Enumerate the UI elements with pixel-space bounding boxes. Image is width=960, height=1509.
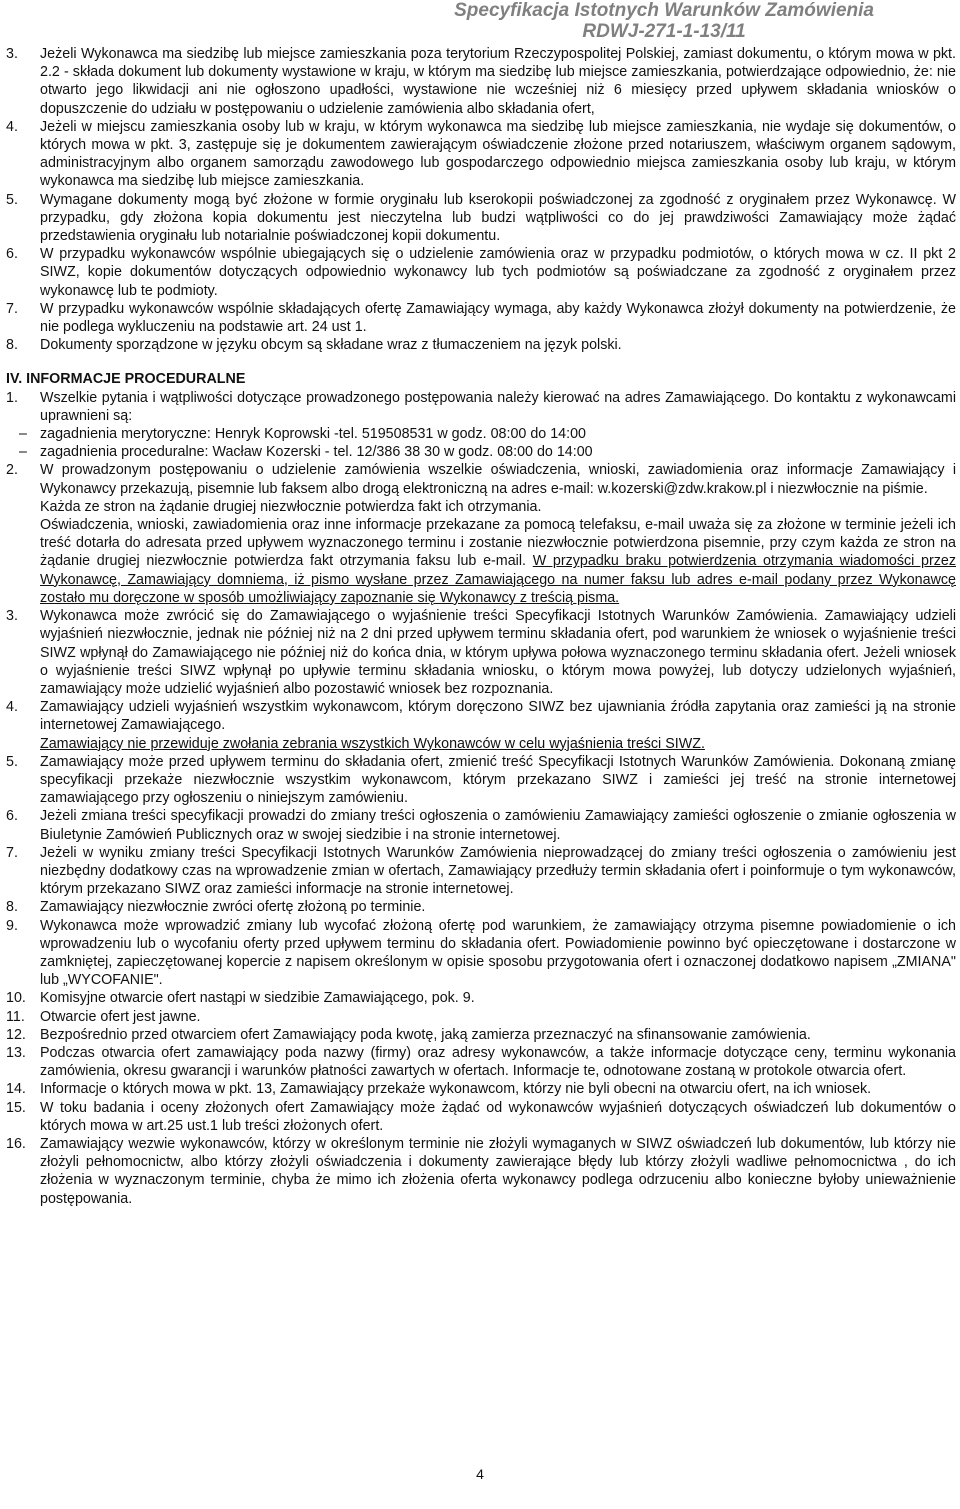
item-paragraph: W prowadzonym postępowaniu o udzielenie zamówienia wszelkie oświadczenia, wnioski, zawiadomienia oraz informacje Zamawiający i Wykonawcy przekazują, pisemnie lub faksem albo drogą elektroniczną na adres e-mail: w.kozerski@zdw.krakow.pl i niezwłocznie na piśmie. — [40, 462, 956, 497]
item-paragraph: Zamawiający udzieli wyjaśnień wszystkim wykonawcom, którym doręczono SIWZ bez ujawniania źródła zapytania oraz zamieści ją na stronie internetowej Zamawiającego. — [40, 699, 956, 734]
underlined-text: Zamawiający nie przewiduje zwołania zebrania wszystkich Wykonawców w celu wyjaśnienia treści SIWZ. — [40, 735, 705, 752]
dash-bullet: – — [19, 426, 27, 443]
item-number: 5. — [6, 753, 18, 770]
item-number: 4. — [6, 699, 18, 716]
item-text: Zamawiający niezwłocznie zwróci ofertę złożoną po terminie. — [40, 899, 426, 916]
item-number: 3. — [6, 46, 18, 62]
item-number: 9. — [6, 917, 18, 934]
item-text: Zamawiający wezwie wykonawców, którzy w określonym terminie nie złożyli wymaganych w SIWZ oświadczeń lub dokumentów, lub którzy nie złożyli pełnomocnictw, albo którzy złożyli oświadczenia i dokumenty zawierające błędy lub którzy złożyli wadliwe pełnomocnictwa , do ich złożenia w wyznaczonym terminie, chyba że mimo ich złożenia oferta wykonawcy podlega odrzuceniu albo konieczne byłoby unieważnienie postępowania. — [40, 1135, 956, 1207]
item-number: 7. — [6, 844, 18, 861]
item-text: Jeżeli w wyniku zmiany treści Specyfikacji Istotnych Warunków Zamówienia nieprowadzącej do zmiany treści ogłoszenia o zamówieniu jest niezbędny dodatkowy czas na wprowadzenie zmian w ofertach, Zamawiający przedłuży termin składania ofert i poinformuje o tym wykonawców, którym przekazano SIWZ oraz zamieści informacje na stronie internetowej. — [40, 844, 956, 898]
list-item — [6, 300, 956, 336]
item-number: 12. — [6, 1026, 26, 1043]
list-item — [6, 1008, 956, 1026]
item-number: 16. — [6, 1135, 26, 1152]
item-text: Bezpośrednio przed otwarciem ofert Zamawiający poda kwotę, jaką zamierza przeznaczyć na sfinansowanie zamówienia. — [40, 1026, 811, 1043]
item-text: W toku badania i oceny złożonych ofert Zamawiający może żądać od wykonawców wyjaśnień dotyczących oświadczeń lub dokumentów o których mowa w art.25 ust.1 lub treści złożonych ofert. — [40, 1099, 956, 1134]
list-item — [6, 1026, 956, 1044]
list-item — [6, 389, 956, 425]
list-item — [6, 807, 956, 843]
item-text: Dokumenty sporządzone w języku obcym są składane wraz z tłumaczeniem na język polski. — [40, 337, 622, 354]
item-paragraph: Wszelkie pytania i wątpliwości dotyczące prowadzonego postępowania należy kierować na adres Zamawiającego. Do kontaktu z wykonawcami uprawnieni są: — [40, 389, 956, 424]
list-item — [6, 989, 956, 1007]
item-text: Wymagane dokumenty mogą być złożone w formie oryginału lub kserokopii poświadczonej za zgodność z oryginałem przez Wykonawcę. W przypadku, gdy złożona kopia dokumentu jest nieczytelna lub budzi wątpliwości co do jej prawdziwości Zamawiający może żądać przedstawienia oryginału lub notarialnie poświadczonej kopii dokumentu. — [40, 191, 956, 245]
list-item — [6, 1080, 956, 1098]
contact-text: zagadnienia proceduralne: Wacław Kozerski - tel. 12/386 38 30 w godz. 08:00 do 14:00 — [40, 444, 593, 461]
list-item — [6, 118, 956, 191]
item-text: Wykonawca może zwrócić się do Zamawiającego o wyjaśnienie treści Specyfikacji Istotnych Warunków Zamówienia. Zamawiający udzieli wyjaśnień niezwłocznie, jednak nie później niż na 2 dni przed upływem terminu składania ofert, pod warunkiem że wniosek o wyjaśnienie treści SIWZ wpłynął do Zamawiającego nie później niż do końca dnia, w którym upływa połowa wyznaczonego terminu składania ofert. Jeżeli wniosek o wyjaśnienie treści SIWZ wpłynął po upływie terminu składania wniosku, o którym mowa powyżej, lub dotyczy udzielonych wyjaśnień, zamawiający może udzielić wyjaśnień albo pozostawić wniosek bez rozpoznania. — [40, 608, 956, 697]
item-text — [40, 461, 956, 607]
item-text: W przypadku wykonawców wspólnie ubiegających się o udzielenie zamówienia oraz w przypadku podmiotów, o których mowa w cz. II pkt 2 SIWZ, kopie dokumentów dotyczących odpowiednio wykonawcy lub tych podmiotów są poświadczane za zgodność z oryginałem przez wykonawcę lub te podmioty. — [40, 246, 956, 299]
contact-item — [6, 443, 956, 461]
item-number: 2. — [6, 462, 18, 479]
list-item — [6, 898, 956, 916]
list-item — [6, 245, 956, 300]
item-text: Wykonawca może wprowadzić zmiany lub wycofać złożoną ofertę pod warunkiem, że zamawiający otrzyma pisemne powiadomienie o ich wprowadzeniu lub o wycofaniu oferty przed upływem terminu do składania ofert. Powiadomienie powinno być opieczętowane i dostarczone w zamkniętej, zapieczętowanej kopercie z napisem określonym w opisie sposobu przygotowania ofert i oznaczonej dodatkowo napisem „ZMIANA" lub „WYCOFANIE". — [40, 917, 956, 989]
item-number: 4. — [6, 118, 18, 135]
item-text: Zamawiający może przed upływem terminu do składania ofert, zmienić treść Specyfikacji Istotnych Warunków Zamówienia. Dokonaną zmianę specyfikacji przekaże niezwłocznie wszystkim wykonawcom, którym przekazano SIWZ i zamieści jej treść na stronie internetowej zamawiającego przy ogłoszeniu o niniejszym zamówieniu. — [40, 753, 956, 807]
list-item — [6, 844, 956, 899]
item-number: 7. — [6, 300, 18, 317]
section-title: IV. INFORMACJE PROCEDURALNE — [6, 371, 246, 388]
item-text: Jeżeli zmiana treści specyfikacji prowadzi do zmiany treści ogłoszenia o zamówieniu Zamawiający zamieści ogłoszenie o zmianie ogłoszenia w Biuletynie Zamówień Publicznych oraz w swojej siedzibie i na stronie internetowej. — [40, 808, 956, 843]
item-number: 1. — [6, 389, 18, 406]
item-number: 11. — [6, 1008, 25, 1025]
contact-text: zagadnienia merytoryczne: Henryk Koprowski -tel. 519508531 w godz. 08:00 do 14:00 — [40, 426, 586, 443]
item-number: 13. — [6, 1044, 26, 1061]
list-item — [6, 917, 956, 990]
list-item — [6, 45, 956, 118]
item-number: 6. — [6, 808, 18, 825]
item-number: 8. — [6, 337, 18, 354]
item-text: Podczas otwarcia ofert zamawiający poda nazwy (firmy) oraz adresy wykonawców, a także informacje dotyczące ceny, terminu wykonania zamówienia, okresu gwarancji i warunków płatności zawartych w ofertach. Informacje te, odnotowane zostaną w protokole otwarcia ofert. — [40, 1044, 956, 1080]
item-number: 6. — [6, 246, 18, 263]
header-reference: RDWJ-271-1-13/11 — [582, 21, 746, 42]
document-body — [6, 45, 956, 1208]
item-text: Jeżeli w miejscu zamieszkania osoby lub w kraju, w którym wykonawca ma siedzibę lub miejsce zamieszkania, nie wydaje się dokumentów, o których mowa w pkt. 3, zastępuje się je dokumentem zawierającym oświadczenie złożone przed notariuszem, właściwym organem sądowym, administracyjnym albo organem samorządu zawodowego lub gospodarczego odpowiednio miejsca zamieszkania osoby lub kraju, w którym wykonawca ma siedzibę lub miejsce zamieszkania. — [40, 118, 956, 190]
item-number: 15. — [6, 1099, 26, 1116]
list-item — [6, 698, 956, 753]
list-item — [6, 461, 956, 607]
list-item — [6, 1099, 956, 1135]
item-paragraph: Każda ze stron na żądanie drugiej niezwłocznie potwierdza fakt ich otrzymania. — [40, 498, 542, 515]
item-number: 5. — [6, 191, 18, 208]
header-title: Specyfikacja Istotnych Warunków Zamówienia — [454, 0, 874, 21]
document-header — [454, 0, 874, 42]
contact-item — [6, 425, 956, 443]
paragraph-text: Oświadczenia, wnioski, zawiadomienia oraz inne informacje przekazane za pomocą telefaksu, e-mail uważa się za złożone w terminie jeżeli ich treść dotarła do adresata przed upływem wyznaczonego terminu i zostanie niezwłocznie potwierdzona pisemnie, przy czym każda ze stron na żądanie drugiej niezwłocznie potwierdza fakt otrzymania faksu lub e-mail. — [40, 517, 956, 570]
item-text: W przypadku wykonawców wspólnie składających ofertę Zamawiający wymaga, aby każdy Wykonawca złożył dokumenty na potwierdzenie, że nie podlega wykluczeniu na podstawie art. 24 ust 1. — [40, 300, 956, 336]
item-text: Otwarcie ofert jest jawne. — [40, 1008, 201, 1025]
list-item — [6, 607, 956, 698]
list-item — [6, 191, 956, 246]
list-item — [6, 1135, 956, 1208]
page-number: 4 — [476, 1466, 484, 1482]
list-item — [6, 1044, 956, 1080]
item-number: 10. — [6, 990, 26, 1007]
item-number: 8. — [6, 899, 18, 916]
item-text — [40, 389, 956, 425]
list-item — [6, 336, 956, 354]
item-number: 14. — [6, 1081, 26, 1098]
underlined-text: W przypadku braku potwierdzenia otrzymania wiadomości przez Wykonawcę, Zamawiający domniema, iż pismo wysłane przez Zamawiającego na numer faksu lub adres e-mail podany przez Wykonawcę zostało mu doręczone w sposób umożliwiający zapoznanie się Wykonawcy z treścią pisma. — [40, 553, 956, 606]
item-text: Informacje o których mowa w pkt. 13, Zamawiający przekaże wykonawcom, którzy nie byli obecni na otwarciu ofert, na ich wniosek. — [40, 1081, 872, 1098]
item-text: Komisyjne otwarcie ofert nastąpi w siedzibie Zamawiającego, pok. 9. — [40, 990, 475, 1007]
item-text — [40, 698, 956, 753]
item-paragraph — [40, 516, 956, 607]
list-item — [6, 753, 956, 808]
dash-bullet: – — [19, 444, 27, 461]
item-text: Jeżeli Wykonawca ma siedzibę lub miejsce zamieszkania poza terytorium Rzeczypospolitej Polskiej, zamiast dokumentu, o którym mowa w pkt. 2.2 - składa dokument lub dokumenty wystawione w kraju, w którym ma siedzibę lub miejsce zamieszkania, potwierdzające odpowiednio, że: nie otwarto jego likwidacji ani nie ogłoszono upadłości, wystawione nie wcześniej niż 6 miesięcy przed upływem składania wniosków o dopuszczenie do udziału w postępowaniu o udzielenie zamówienia albo składania ofert, — [40, 46, 956, 117]
item-number: 3. — [6, 608, 18, 625]
